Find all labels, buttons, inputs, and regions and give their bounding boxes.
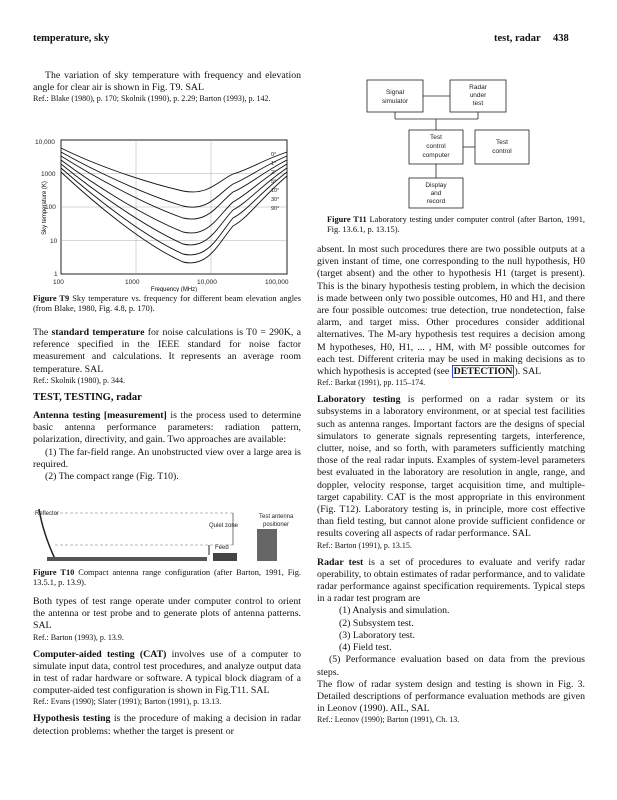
label-computer: computer [422, 152, 450, 159]
left-column-top [33, 70, 301, 104]
right-column-text [317, 244, 585, 725]
radar-test-step: (2) Subsystem test. [339, 617, 414, 629]
box-signal-simulator [367, 80, 423, 112]
label-under: under [469, 92, 487, 99]
label-record: record [426, 198, 446, 205]
figure-t10-caption [33, 568, 301, 589]
standard-temperature-para: The standard temperature for noise calculations is T0 = 290K, a reference specified in the IEEE standard for noise factor measurement and calculations. It represents an average room temperature. SAL [33, 327, 301, 375]
antenna-testing-item-1: (1) The far-field range. An unobstructed view over a large area is required. [33, 446, 301, 470]
left-column-mid [33, 327, 301, 483]
x-tick-label: 100,000 [265, 279, 289, 286]
sky-temp-ref: Ref.: Blake (1980), p. 170; Skolnik (1990), p. 2.29; Barton (1993), p. 142. [33, 94, 271, 104]
radar-test-step: (5) Performance evaluation based on data from the previous steps. [317, 654, 585, 678]
laboratory-testing-para: Laboratory testing is performed on a radar system or its subsystems in a laboratory environment, or at special test facilities such as antenna ranges. Important factors are the designs of special simulators to generate signals representing targets, interference, clutter, noise, and so forth, with parameters sufficiently matching those of the real radar inputs. Examples of system-level parameters best evaluated in the laboratory are resolution in angle, range, and doppler, velocity response, target acquisition time, and multiple-target capability. CAT is the most appropriate in this environment (Fig. T12). Laboratory testing is, in principle, more cost effective than field testing, but cannot alone provide sufficient confidence or results covering all aspects of radar performance. SAL [317, 394, 586, 540]
x-axis-label: Frequency (MHz) [150, 287, 198, 292]
label-radar: Radar [469, 84, 487, 91]
angle-label: 90° [271, 206, 280, 212]
angle-label: 30° [271, 197, 280, 203]
angle-label: 0° [271, 152, 277, 158]
flow-ref: Ref.: Leonov (1990); Barton (1991), Ch. 13. [317, 715, 460, 725]
angle-label: 5° [271, 179, 277, 185]
figure-t9-graph [33, 136, 301, 292]
radar-test-step: (4) Field test. [339, 642, 392, 654]
angle-label: 10° [271, 188, 280, 194]
sky-temp-intro: The variation of sky temperature with frequency and elevation angle for clear air is shown in Fig. T9. SAL [33, 70, 301, 94]
radar-test-step: (1) Analysis and simulation. [339, 605, 450, 617]
y-tick-label: 100 [45, 204, 56, 211]
test-range-para: Both types of test range operate under computer control to orient the antenna or test probe and to generate plots of antenna patterns. SAL [33, 596, 301, 632]
positioner-base [213, 553, 237, 561]
positioner-tower [257, 529, 277, 561]
label-control: control [492, 148, 512, 155]
figure-t11-diagram [322, 72, 590, 212]
laboratory-testing-ref: Ref.: Barton (1991), p. 13.15. [317, 540, 412, 550]
label-test: Test [430, 134, 442, 141]
box-test-control [475, 130, 529, 164]
detection-link[interactable]: DETECTION [453, 366, 513, 378]
test-range-ref: Ref.: Barton (1993), p. 13.9. [33, 632, 124, 642]
caption-text: Compact antenna range configuration (after Barton, 1991, Fig. 13.5.1, p. 13.9). [33, 568, 301, 588]
label-and: and [430, 190, 442, 197]
radar-test-para: Radar test is a set of procedures to evaluate and verify radar operability, to obtain estimates of radar performance, and to validate radar performance against specification requirements. Typical steps in a radar test program are [317, 556, 585, 605]
y-axis-label: Sky temperature (K) [42, 181, 48, 235]
standard-temperature-ref: Ref.: Skolnik (1980), p. 344. [33, 375, 125, 385]
running-head-left: temperature, sky [33, 33, 110, 44]
flow-para: The flow of radar system design and testing is shown in Fig. 3. Detailed descriptions of performance evaluation methods are given in Leonov (1990). AIL, SAL [317, 678, 585, 715]
label-signal: Signal [385, 89, 405, 96]
y-tick-label: 10 [50, 238, 58, 245]
radar-test-step: (3) Laboratory test. [339, 629, 415, 641]
label-reflector: Reflector [35, 511, 60, 517]
caption-text: Laboratory testing under computer control (after Barton, 1991, Fig. 13.6.1, p. 13.15). [327, 215, 586, 235]
running-head-right: test, radar [494, 33, 541, 44]
hypothesis-ref: Ref.: Barkat (1991), pp. 115–174. [317, 378, 426, 388]
caption-text: Sky temperature vs. frequency for different beam elevation angles (from Blake, 1980, Fig. 4.8, p. 170). [33, 294, 301, 314]
x-tick-label: 1000 [125, 279, 140, 286]
hypothesis-para: Hypothesis testing is the procedure of making a decision in radar detection problems: whether the target is present or [33, 713, 301, 737]
antenna-testing-item-2: (2) The compact range (Fig. T10). [45, 471, 179, 483]
figure-t11-caption [327, 215, 585, 236]
label-quiet-zone: Quiet zone [209, 523, 239, 529]
label-test: test [472, 100, 484, 107]
cat-para: Computer-aided testing (CAT) involves use of a computer to simulate input data, control test procedures, and analyze output data in test of radar hardware or software. A typical block diagram of a computer-aided test configuration is shown in Fig.T11. SAL [33, 648, 301, 697]
figure-t9-caption [33, 294, 301, 315]
y-tick-label: 1000 [41, 171, 56, 178]
label-test: Test [496, 139, 508, 146]
x-tick-label: 10,000 [197, 279, 217, 286]
y-tick-label: 10,000 [35, 139, 55, 146]
angle-label: 2° [271, 170, 277, 176]
cat-ref: Ref.: Evans (1990); Slater (1991); Barton (1991), p. 13.13. [33, 697, 222, 707]
curve-1deg [61, 152, 287, 207]
label-feed: Feed [215, 545, 229, 551]
range-floor [47, 557, 207, 561]
label-simulator: simulator [381, 98, 409, 105]
antenna-testing-para: Antenna testing [measurement] is the process used to determine basic antenna performance parameters: radiation pattern, polarization, directivity, and gain. Two approaches are available: [33, 410, 301, 446]
left-column-bottom [33, 596, 301, 738]
x-tick-label: 100 [53, 279, 64, 286]
caption-label: Figure T10 [33, 568, 75, 577]
label-test-antenna: Test antenna [259, 514, 294, 520]
label-display: Display [425, 182, 447, 189]
label-positioner: positioner [263, 522, 290, 528]
page-number: 438 [553, 33, 569, 44]
figure-t10-diagram [33, 505, 301, 565]
section-title: TEST, TESTING, radar [33, 391, 142, 403]
hypothesis-continued-para: absent. In most such procedures there are two possible outputs at a given instant of time, one corresponding to the null hypothesis, H0 (target absent) and the other to hypothesis H1 (target is present). This is the binary hypothesis testing problem, in which the decision is made between only two possible outcomes, H0 and H1, and there are four possible outcomes: true detection, true nondetection, false alarm, and target miss. Other procedures consider additional alternatives. The M-ary hypothesis test requires a decision among M hypotheses, H0, H1, ... , HM, with M² possible outcomes for each test. Different criteria may be used in making decisions as to which hypothesis is accepted (see DETECTION ). SAL [317, 244, 585, 378]
caption-label: Figure T11 [327, 215, 367, 224]
y-tick-label: 1 [54, 271, 58, 278]
label-control: control [426, 143, 446, 150]
caption-label: Figure T9 [33, 294, 70, 303]
angle-label: 1° [271, 161, 277, 167]
